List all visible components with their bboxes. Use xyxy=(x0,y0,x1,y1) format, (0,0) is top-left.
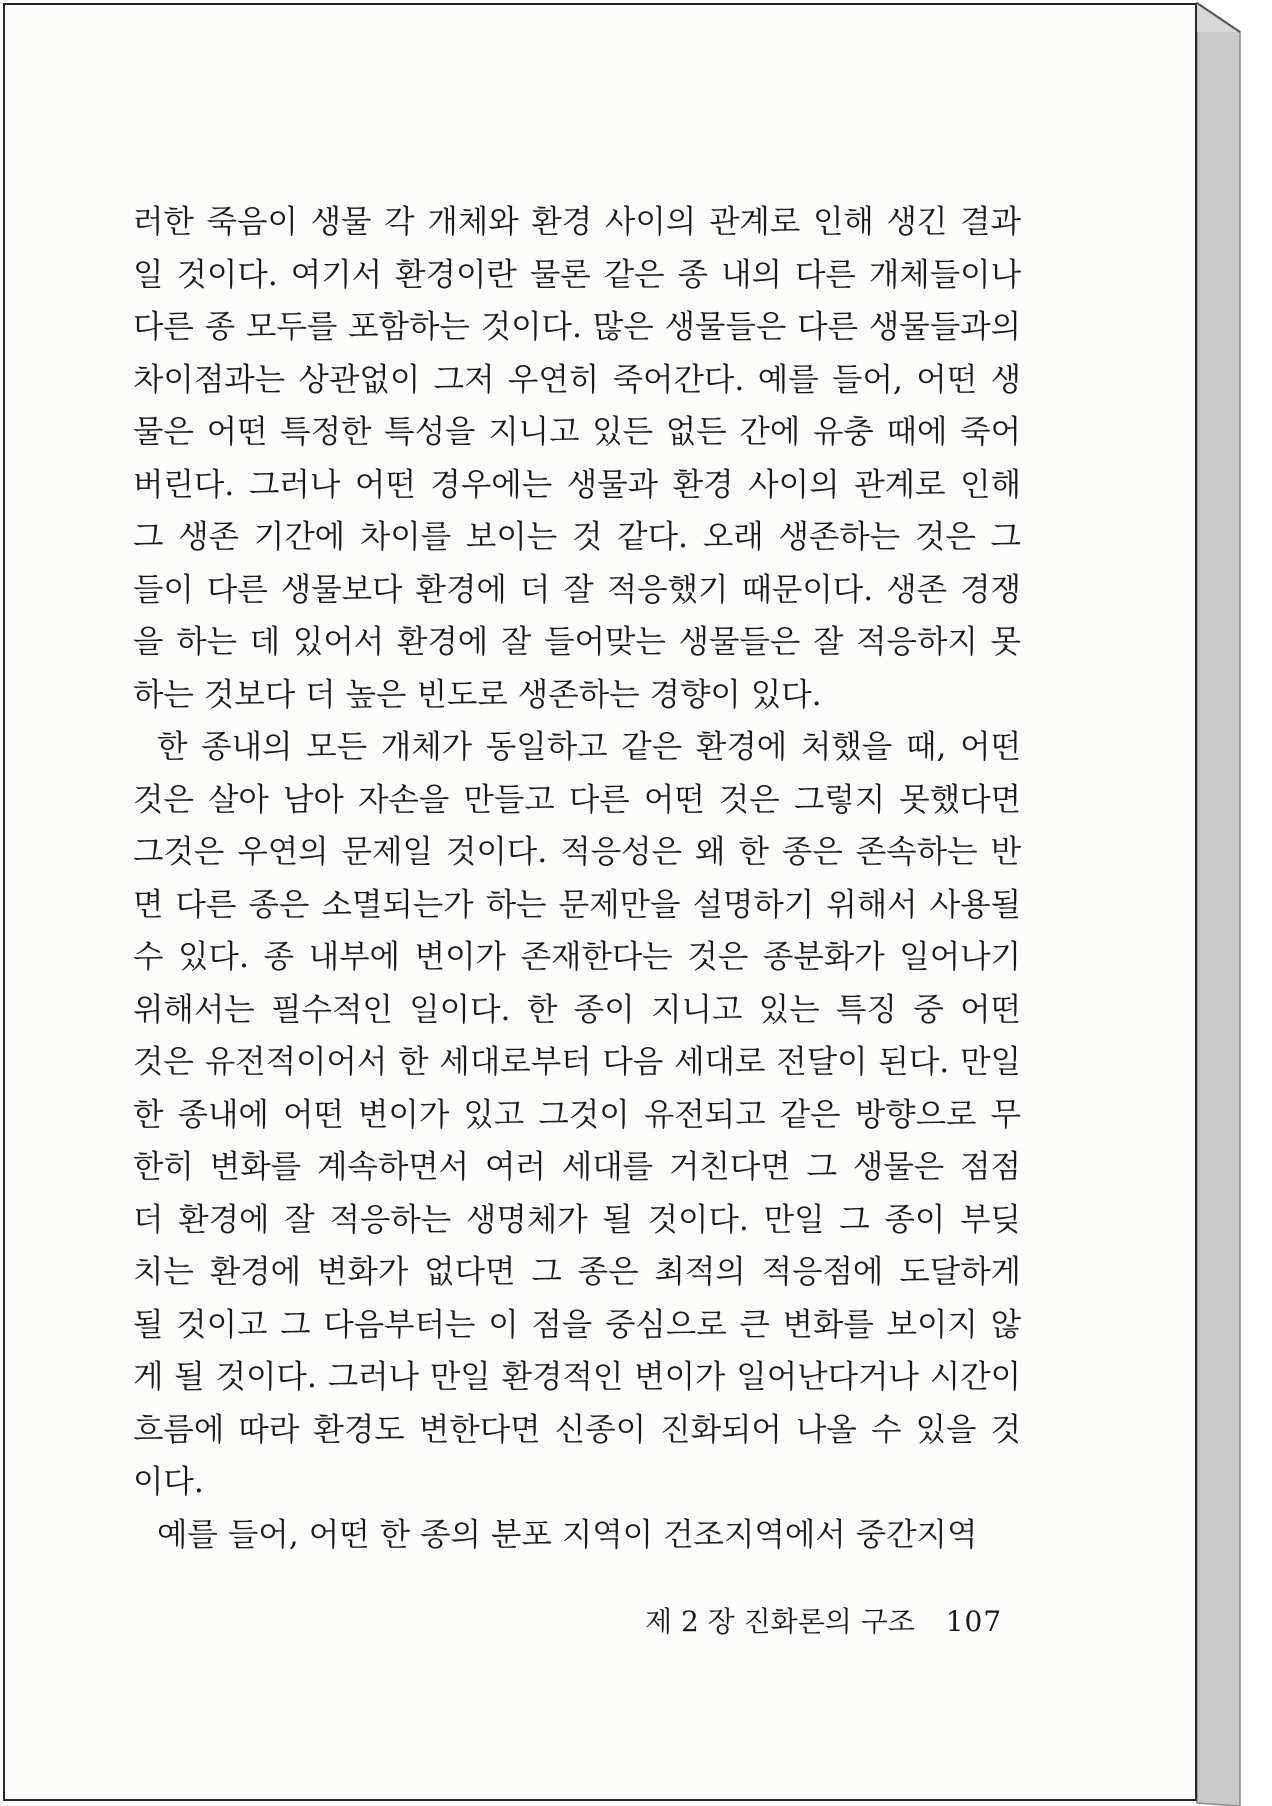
book-page xyxy=(3,3,1197,1801)
page-number: 107 xyxy=(945,1605,1003,1638)
text-line: 면 다른 종은 소멸되는가 하는 문제만을 설명하기 위해서 사용될 xyxy=(133,886,1021,923)
text-line: 수 있다. 종 내부에 변이가 존재한다는 것은 종분화가 일어나기 xyxy=(133,939,1021,975)
text-line: 을 하는 데 있어서 환경에 잘 들어맞는 생물들은 잘 적응하지 못 xyxy=(133,624,1021,660)
body-text xyxy=(133,196,1021,1561)
text-line: 하는 것보다 더 높은 빈도로 생존하는 경향이 있다. xyxy=(133,676,822,713)
text-line: 예를 들어, 어떤 한 종의 분포 지역이 건조지역에서 중간지역 xyxy=(157,1516,978,1553)
text-line: 일 것이다. 여기서 환경이란 물론 같은 종 내의 다른 개체들이나 xyxy=(133,256,1021,293)
text-line: 흐름에 따라 환경도 변한다면 신종이 진화되어 나올 수 있을 것 xyxy=(133,1411,1021,1448)
text-line: 버린다. 그러나 어떤 경우에는 생물과 환경 사이의 관계로 인해 xyxy=(133,466,1021,503)
text-line: 한 종내에 어떤 변이가 있고 그것이 유전되고 같은 방향으로 무 xyxy=(133,1096,1021,1133)
text-line: 다른 종 모두를 포함하는 것이다. 많은 생물들은 다른 생물들과의 xyxy=(133,309,1021,345)
text-line: 치는 환경에 변화가 없다면 그 종은 최적의 적응점에 도달하게 xyxy=(133,1254,1021,1290)
text-line: 그것은 우연의 문제일 것이다. 적응성은 왜 한 종은 존속하는 반 xyxy=(133,834,1021,870)
text-line: 그 생존 기간에 차이를 보이는 것 같다. 오래 생존하는 것은 그 xyxy=(133,519,1021,555)
text-line: 한히 변화를 계속하면서 여러 세대를 거친다면 그 생물은 점점 xyxy=(133,1149,1021,1185)
text-line: 러한 죽음이 생물 각 개체와 환경 사이의 관계로 인해 생긴 결과 xyxy=(133,204,1021,240)
paragraph xyxy=(133,196,1021,721)
text-line: 이다. xyxy=(133,1464,204,1500)
paragraph xyxy=(133,721,1021,1509)
page-footer xyxy=(645,1600,1045,1640)
text-line: 위해서는 필수적인 일이다. 한 종이 지니고 있는 특징 중 어떤 xyxy=(133,991,1021,1028)
text-line: 것은 살아 남아 자손을 만들고 다른 어떤 것은 그렇지 못했다면 xyxy=(133,781,1022,818)
text-line: 것은 유전적이어서 한 세대로부터 다음 세대로 전달이 된다. 만일 xyxy=(133,1044,1021,1080)
text-line: 물은 어떤 특정한 특성을 지니고 있든 없든 간에 유충 때에 죽어 xyxy=(133,414,1021,450)
text-line: 차이점과는 상관없이 그저 우연히 죽어간다. 예를 들어, 어떤 생 xyxy=(133,361,1021,398)
paragraph xyxy=(133,1509,1021,1562)
text-line: 될 것이고 그 다음부터는 이 점을 중심으로 큰 변화를 보이지 않 xyxy=(133,1306,1021,1343)
text-line: 더 환경에 잘 적응하는 생명체가 될 것이다. 만일 그 종이 부딪 xyxy=(133,1201,1021,1238)
text-line: 게 될 것이다. 그러나 만일 환경적인 변이가 일어난다거나 시간이 xyxy=(133,1359,1021,1395)
text-line: 들이 다른 생물보다 환경에 더 잘 적응했기 때문이다. 생존 경쟁 xyxy=(133,571,1021,608)
text-line: 한 종내의 모든 개체가 동일하고 같은 환경에 처했을 때, 어떤 xyxy=(157,729,1021,765)
chapter-title: 제 2 장 진화론의 구조 xyxy=(645,1605,915,1638)
